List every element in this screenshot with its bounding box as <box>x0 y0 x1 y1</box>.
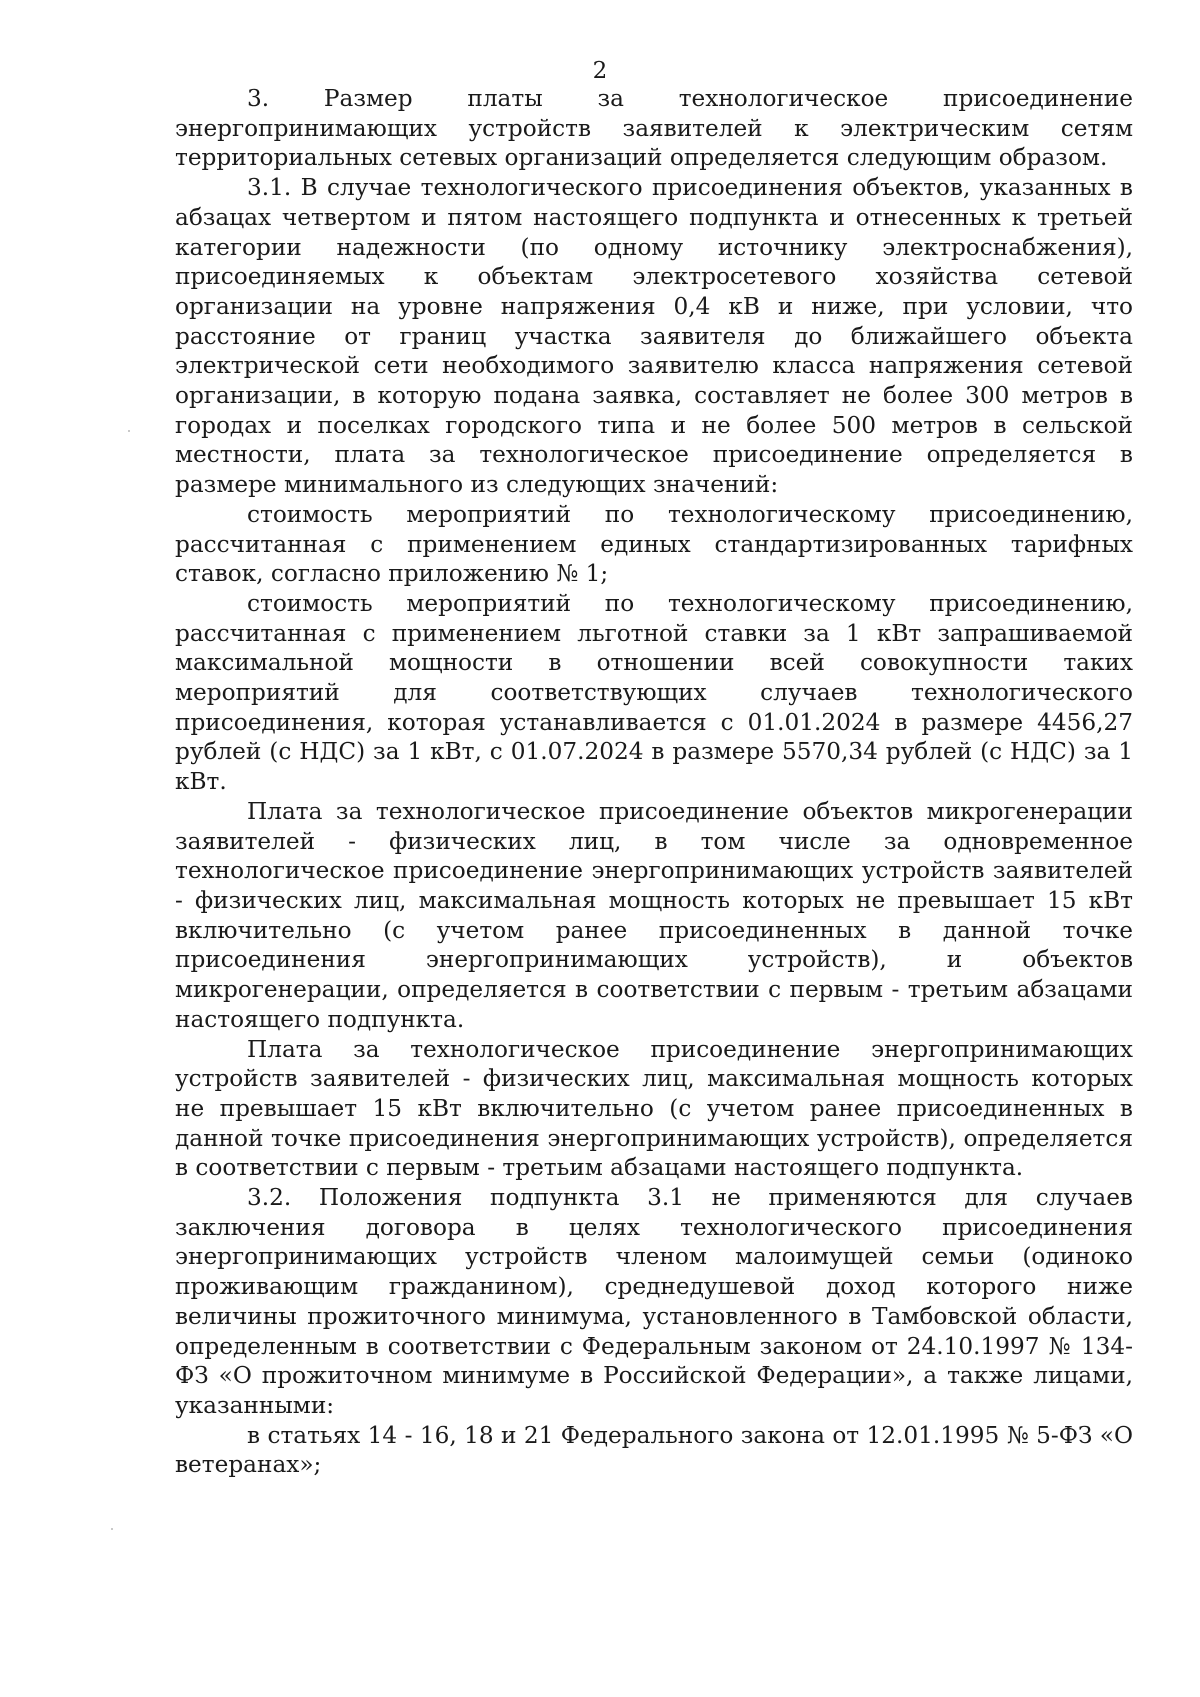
paragraph-cost-preferential-rate: стоимость мероприятий по технологическому присоединению, рассчитанная с применением льготной ставки за 1 кВт запрашиваемой максимальной мощности в отношении всей совокупности таких мероприятий для соответствующих случаев технологического присоединения, которая устанавливается с 01.01.2024 в размере 4456,27 рублей (с НДС) за 1 кВт, с 01.07.2024 в размере 5570,34 рублей (с НДС) за 1 кВт. <box>175 589 1133 796</box>
paragraph-microgeneration-fee: Плата за технологическое присоединение объектов микрогенерации заявителей - физических лиц, в том числе за одновременное технологическое присоединение энергопринимающих устройств заявителей - физических лиц, максимальная мощность которых не превышает 15 кВт включительно (с учетом ранее присоединенных в данной точке присоединения энергопринимающих устройств), и объектов микрогенерации, определяется в соответствии с первым - третьим абзацами настоящего подпункта. <box>175 797 1133 1033</box>
paragraph-3-1: 3.1. В случае технологического присоединения объектов, указанных в абзацах четвертом и пятом настоящего подпункта и отнесенных к третьей категории надежности (по одному источнику электроснабжения), присоединяемых к объектам электросетевого хозяйства сетевой организации на уровне напряжения 0,4 кВ и ниже, при условии, что расстояние от границ участка заявителя до ближайшего объекта электрической сети необходимого заявителю класса напряжения сетевой организации, в которую подана заявка, составляет не более 300 метров в городах и поселках городского типа и не более 500 метров в сельской местности, плата за технологическое присоединение определяется в размере минимального из следующих значений: <box>175 174 1133 499</box>
paragraph-3-2: 3.2. Положения подпункта 3.1 не применяются для случаев заключения договора в целях технологического присоединения энергопринимающих устройств членом малоимущей семьи (одиноко проживающим гражданином), среднедушевой доход которого ниже величины прожиточного минимума, установленного в Тамбовской области, определенным в соответствии с Федеральным законом от 24.10.1997 № 134-ФЗ «О прожиточном минимуме в Российской Федерации», а также лицами, указанными: <box>175 1184 1133 1419</box>
paragraph-individuals-fee: Плата за технологическое присоединение энергопринимающих устройств заявителей - физических лиц, максимальная мощность которых не превышает 15 кВт включительно (с учетом ранее присоединенных в данной точке присоединения энергопринимающих устройств), определяется в соответствии с первым - третьим абзацами настоящего подпункта. <box>175 1035 1133 1182</box>
paragraph-veterans-law: в статьях 14 - 16, 18 и 21 Федерального закона от 12.01.1995 № 5-ФЗ «О ветеранах»; <box>175 1421 1133 1479</box>
paragraph-3-intro: 3. Размер платы за технологическое присоединение энергопринимающих устройств заявителей к электрическим сетям территориальных сетевых организаций определяется следующим образом. <box>175 85 1133 172</box>
paragraph-cost-standard-rates: стоимость мероприятий по технологическому присоединению, рассчитанная с применением единых стандартизированных тарифных ставок, согласно приложению № 1; <box>175 500 1133 588</box>
document-body <box>175 84 1133 1480</box>
scan-speck <box>111 1528 113 1530</box>
page-number: 2 <box>592 58 608 84</box>
scan-speck <box>128 430 130 432</box>
